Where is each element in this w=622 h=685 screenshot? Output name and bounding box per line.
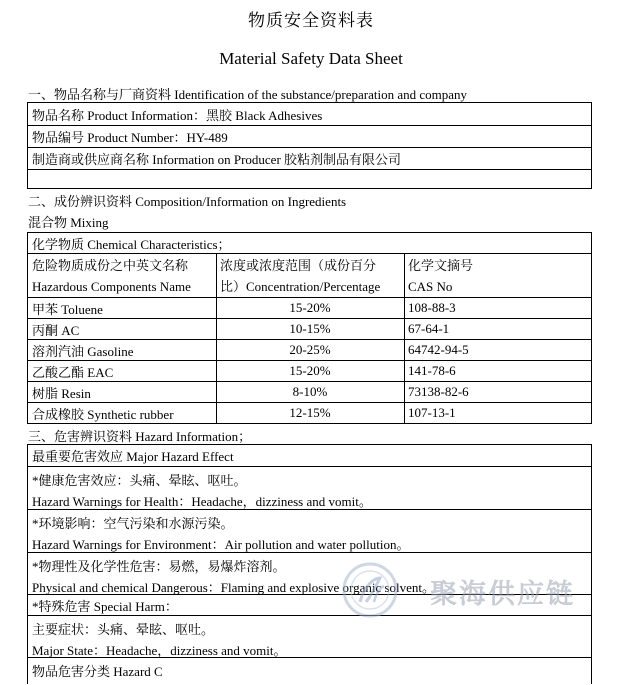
header-cas-en: CAS No [408, 278, 453, 294]
product-number-row [28, 125, 591, 147]
empty-cell [28, 170, 591, 190]
section2-heading: 二、成份辨识资料 Composition/Information on Ingredients [28, 194, 347, 209]
environment-hazard-cn: *环境影响：空气污染和水源污染。 [32, 516, 234, 531]
section2-subheading: 混合物 Mixing [28, 215, 109, 230]
section1-heading: 一、物品名称与厂商资料 Identification of the substance/preparation and company [28, 87, 468, 102]
major-state-cn: 主要症状：头痛、晕眩、呕吐。 [32, 622, 215, 637]
ingredient-name: 甲苯 Toluene [32, 301, 103, 317]
table-row [28, 360, 591, 381]
product-info-text: 物品名称 Product Information：黑胶 Black Adhesives [32, 107, 323, 123]
watermark-text: 聚海供应链 [430, 579, 575, 610]
ingredient-concentration: 12-15% [289, 405, 331, 420]
header-cas [404, 254, 591, 297]
major-state-en: Major State：Headache，dizziness and vomit。 [32, 643, 287, 658]
physical-hazard-en: Physical and chemical Dangerous：Flaming and explosive organic solvent。 [32, 580, 436, 595]
document-title-cn: 物质安全资料表 [248, 11, 374, 31]
health-hazard-cn: *健康危害效应：头痛、晕眩、呕吐。 [32, 473, 247, 488]
table-row [28, 339, 591, 360]
ingredient-concentration: 15-20% [289, 363, 331, 378]
health-hazard-en: Hazard Warnings for Health：Headache，dizziness and vomit。 [32, 494, 372, 509]
ingredient-cas: 73138-82-6 [408, 384, 469, 399]
producer-text: 制造商或供应商名称 Information on Producer 胶粘剂制品有限公司 [32, 152, 402, 167]
ingredient-name: 丙酮 AC [32, 322, 80, 338]
special-harm-label: *特殊危害 Special Harm： [32, 598, 178, 614]
major-hazard-label: 最重要危害效应 Major Hazard Effect [32, 449, 234, 464]
hazard-class-partial: 物品危害分类 Hazard C [32, 664, 163, 679]
ingredient-cas: 67-64-1 [408, 321, 450, 336]
ingredients-header-row [28, 253, 591, 297]
header-name-cn: 危险物质成份之中英文名称 [32, 257, 189, 273]
table-row [28, 402, 591, 423]
chemical-characteristics-label: 化学物质 Chemical Characteristics； [32, 236, 231, 252]
physical-hazard-cn: *物理性及化学性危害：易燃，易爆炸溶剂。 [32, 559, 286, 574]
section1-table [27, 102, 592, 189]
ingredient-cas: 64742-94-5 [408, 342, 469, 357]
product-number-text: 物品编号 Product Number：HY-489 [32, 130, 228, 145]
table-row [28, 318, 591, 339]
header-concentration-cn: 浓度或浓度范围（成份百分 [220, 257, 377, 273]
physical-hazard-row [28, 552, 591, 594]
hazard-table [27, 444, 592, 684]
ingredient-name: 合成橡胶 Synthetic rubber [32, 406, 174, 422]
producer-row [28, 147, 591, 169]
ingredient-name: 树脂 Resin [32, 385, 91, 401]
table-row [28, 381, 591, 402]
hazard-class-row [28, 657, 591, 685]
chemical-characteristics-row [28, 233, 591, 253]
ingredient-name: 乙酸乙酯 EAC [32, 364, 114, 380]
environment-hazard-en: Hazard Warnings for Environment：Air pollution and water pollution。 [32, 537, 410, 552]
product-info-row [28, 103, 591, 125]
ingredient-cas: 108-88-3 [408, 300, 456, 315]
header-name-en: Hazardous Components Name [32, 278, 191, 294]
ingredient-concentration: 15-20% [289, 300, 331, 315]
special-harm-row [28, 594, 591, 615]
header-concentration-en: 比）Concentration/Percentage [220, 278, 381, 294]
ingredients-table [27, 232, 592, 424]
ingredient-concentration: 8-10% [292, 384, 328, 399]
empty-row [28, 169, 591, 190]
ingredient-cas: 141-78-6 [408, 363, 456, 378]
header-concentration [216, 254, 404, 297]
ingredient-concentration: 20-25% [289, 342, 331, 357]
ingredient-concentration: 10-15% [289, 321, 331, 336]
table-row [28, 297, 591, 318]
section3-heading: 三、危害辨识资料 Hazard Information； [28, 429, 252, 444]
environment-hazard-row [28, 509, 591, 552]
header-name [28, 254, 216, 297]
ingredient-cas: 107-13-1 [408, 405, 456, 420]
major-state-row [28, 615, 591, 657]
major-hazard-row [28, 445, 591, 466]
ingredient-name: 溶剂汽油 Gasoline [32, 343, 134, 359]
header-cas-cn: 化学文摘号 [408, 257, 474, 273]
health-hazard-row [28, 466, 591, 509]
document-title-en: Material Safety Data Sheet [219, 49, 403, 68]
